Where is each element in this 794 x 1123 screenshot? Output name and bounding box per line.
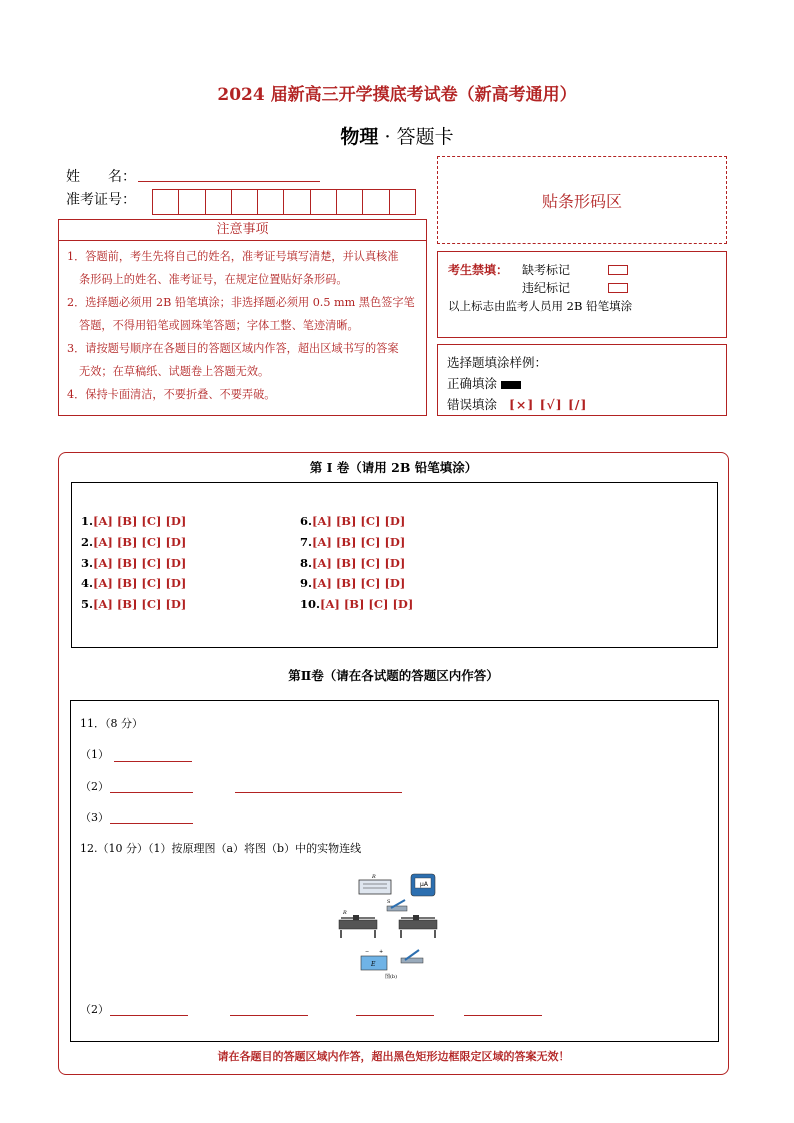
violation-mark-box[interactable] bbox=[608, 283, 628, 293]
svg-text:−: − bbox=[365, 949, 370, 955]
choice-question[interactable]: 10.[A] [B] [C] [D] bbox=[300, 597, 414, 611]
section1-title: 第 I 卷（请用 2B 铅笔填涂） bbox=[309, 460, 478, 475]
q12-part2-blank-a[interactable] bbox=[110, 1014, 188, 1016]
notice-line: 1．答题前，考生先将自己的姓名，准考证号填写清楚，并认真核准 bbox=[67, 250, 399, 263]
rheostat-icon bbox=[399, 915, 437, 938]
q12-part2-blank-d[interactable] bbox=[464, 1014, 542, 1016]
wrong-fill-label: 错误填涂 bbox=[447, 397, 498, 412]
notice-line: 无效；在草稿纸、试题卷上答题无效。 bbox=[79, 365, 270, 378]
correct-fill-label: 正确填涂 bbox=[447, 376, 498, 391]
q11-part3-blank[interactable] bbox=[110, 822, 193, 824]
violation-mark-label: 违纪标记 bbox=[522, 281, 571, 295]
id-digit-box[interactable] bbox=[284, 190, 310, 214]
q11-part2-blank-a[interactable] bbox=[110, 791, 193, 793]
svg-text:E: E bbox=[371, 961, 376, 968]
svg-text:S: S bbox=[387, 899, 391, 905]
circuit-figure bbox=[335, 870, 445, 982]
choice-question[interactable]: 8.[A] [B] [C] [D] bbox=[300, 556, 406, 570]
title-separator: · bbox=[378, 126, 397, 148]
figure-caption: 图(b) bbox=[384, 974, 398, 980]
id-digit-box[interactable] bbox=[179, 190, 205, 214]
choice-question[interactable]: 9.[A] [B] [C] [D] bbox=[300, 576, 406, 590]
name-field[interactable] bbox=[138, 180, 320, 182]
id-digit-box[interactable] bbox=[258, 190, 284, 214]
examiner-note: 以上标志由监考人员用 2B 铅笔填涂 bbox=[448, 299, 633, 313]
q12-heading: 12.（10 分）（1）按原理图（a）将图（b）中的实物连线 bbox=[80, 842, 362, 855]
fill-example bbox=[437, 344, 727, 416]
id-digit-box[interactable] bbox=[206, 190, 232, 214]
svg-text:R: R bbox=[343, 910, 347, 916]
exam-title: 2024 届新高三开学摸底考试卷（新高考通用） bbox=[217, 85, 577, 105]
q11-part2-blank-b[interactable] bbox=[235, 791, 402, 793]
q11-part2-label: （2） bbox=[80, 780, 109, 793]
choice-question[interactable]: 2.[A] [B] [C] [D] bbox=[81, 535, 187, 549]
card-title bbox=[0, 122, 794, 149]
notice-line: 2．选择题必须用 2B 铅笔填涂；非选择题必须用 0.5 mm 黑色签字笔 bbox=[67, 296, 415, 309]
switch-icon bbox=[401, 950, 423, 963]
subject-name: 物理 bbox=[340, 126, 379, 148]
q12-part2-label: （2） bbox=[80, 1003, 109, 1016]
q12-part2-blank-c[interactable] bbox=[356, 1014, 434, 1016]
choice-question[interactable]: 7.[A] [B] [C] [D] bbox=[300, 535, 406, 549]
ammeter-icon bbox=[411, 874, 435, 896]
correct-fill-sample bbox=[501, 381, 521, 389]
id-digit-box[interactable] bbox=[153, 190, 179, 214]
svg-text:+: + bbox=[379, 949, 384, 955]
q12-part2-blank-b[interactable] bbox=[230, 1014, 308, 1016]
svg-text:R: R bbox=[372, 874, 376, 880]
q11-heading: 11．（8 分） bbox=[80, 717, 143, 730]
notice-line: 3．请按题号顺序在各题目的答题区域内作答，超出区域书写的答案 bbox=[67, 342, 399, 355]
notice-line: 4．保持卡面清洁，不要折叠、不要弄破。 bbox=[67, 388, 276, 401]
choice-question[interactable]: 3.[A] [B] [C] [D] bbox=[81, 556, 187, 570]
q11-part1-label: （1） bbox=[80, 748, 109, 761]
section2-title: 第Ⅱ卷（请在各试题的答题区内作答） bbox=[288, 668, 499, 683]
id-digit-box[interactable] bbox=[363, 190, 389, 214]
switch-icon bbox=[387, 899, 407, 911]
notice-body bbox=[58, 241, 427, 416]
choice-question[interactable]: 1.[A] [B] [C] [D] bbox=[81, 514, 187, 528]
svg-text:μA: μA bbox=[420, 881, 428, 888]
forbidden-label: 考生禁填： bbox=[448, 263, 509, 277]
absent-mark-box[interactable] bbox=[608, 265, 628, 275]
id-label: 准考证号： bbox=[66, 192, 136, 208]
examiner-only-area bbox=[437, 251, 727, 338]
absent-mark-label: 缺考标记 bbox=[522, 263, 571, 277]
fill-example-heading: 选择题填涂样例： bbox=[447, 355, 548, 370]
answer-area-warning: 请在各题目的答题区域内作答，超出黑色矩形边框限定区域的答案无效！ bbox=[217, 1050, 570, 1063]
notice-line: 条形码上的姓名、准考证号，在规定位置贴好条形码。 bbox=[79, 273, 348, 286]
wrong-fill-samples: [×] [√] [/] bbox=[508, 397, 588, 412]
notice-heading: 注意事项 bbox=[58, 219, 427, 241]
q11-part1-blank[interactable] bbox=[114, 760, 192, 762]
id-digit-box[interactable] bbox=[311, 190, 337, 214]
name-label: 姓 名： bbox=[66, 169, 136, 185]
id-digit-box[interactable] bbox=[390, 190, 415, 214]
q11-part3-label: （3） bbox=[80, 811, 109, 824]
resistor-box-icon bbox=[359, 874, 391, 894]
notice-line: 答题，不得用铅笔或圆珠笔答题；字体工整、笔迹清晰。 bbox=[79, 319, 359, 332]
card-title-rest: 答题卡 bbox=[396, 126, 454, 148]
id-number-boxes[interactable] bbox=[152, 189, 416, 215]
id-digit-box[interactable] bbox=[337, 190, 363, 214]
battery-icon bbox=[361, 949, 387, 970]
rheostat-icon bbox=[339, 910, 377, 938]
choice-question[interactable]: 4.[A] [B] [C] [D] bbox=[81, 576, 187, 590]
id-digit-box[interactable] bbox=[232, 190, 258, 214]
choice-question[interactable]: 6.[A] [B] [C] [D] bbox=[300, 514, 406, 528]
choice-question[interactable]: 5.[A] [B] [C] [D] bbox=[81, 597, 187, 611]
barcode-area: 贴条形码区 bbox=[437, 156, 727, 244]
